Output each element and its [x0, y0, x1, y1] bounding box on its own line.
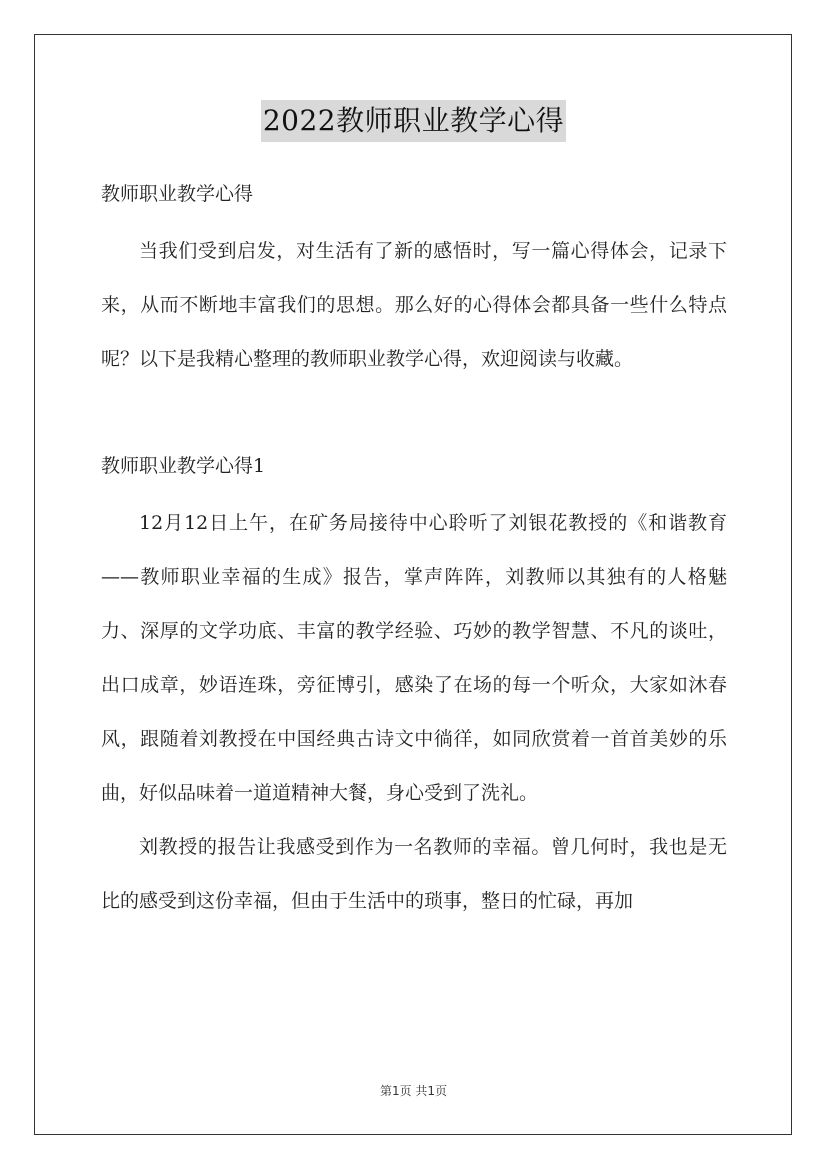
- document-body: [101, 170, 727, 928]
- document-title[interactable]: 2022教师职业教学心得: [261, 100, 566, 142]
- blank-line: [101, 386, 727, 438]
- title-wrapper: [0, 100, 827, 142]
- body-paragraph-1[interactable]: 12月12日上午，在矿务局接待中心聆听了刘银花教授的《和谐教育——教师职业幸福的生成》报告，掌声阵阵，刘教师以其独有的人格魅力、深厚的文学功底、丰富的教学经验、巧妙的教学智慧、不凡的谈吐，出口成章，妙语连珠，旁征博引，感染了在场的每一个听众，大家如沐春风，跟随着刘教授在中国经典古诗文中徜徉，如同欣赏着一首首美妙的乐曲，好似品味着一道道精神大餐，身心受到了洗礼。: [101, 512, 727, 804]
- section-heading[interactable]: 教师职业教学心得1: [101, 455, 266, 477]
- document-subtitle[interactable]: 教师职业教学心得: [101, 183, 254, 205]
- page-footer: 第1页 共1页: [379, 1084, 448, 1098]
- body-paragraph-2[interactable]: 刘教授的报告让我感受到作为一名教师的幸福。曾几何时，我也是无比的感受到这份幸福，但由于生活中的琐事，整日的忙碌，再加: [101, 836, 727, 912]
- intro-paragraph[interactable]: 当我们受到启发，对生活有了新的感悟时，写一篇心得体会，记录下来，从而不断地丰富我们的思想。那么好的心得体会都具备一些什么特点呢？以下是我精心整理的教师职业教学心得，欢迎阅读与收藏。: [101, 240, 727, 370]
